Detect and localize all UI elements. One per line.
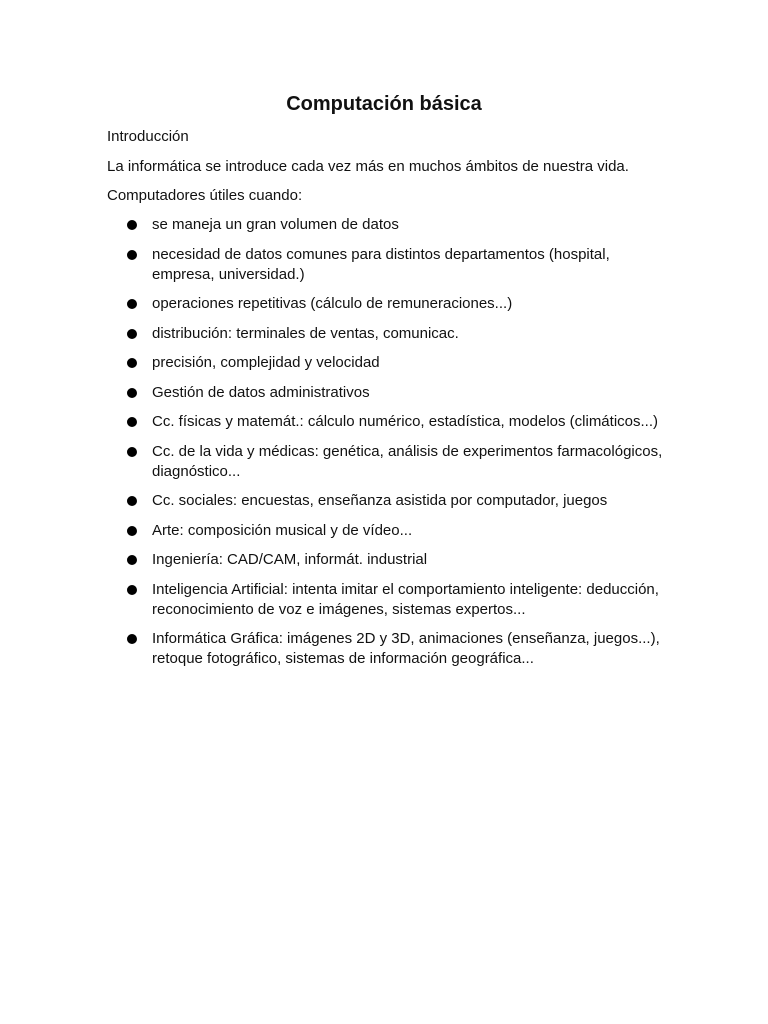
list-item — [0, 245, 768, 285]
list-item-text: operaciones repetitivas (cálculo de remuneraciones...) — [152, 295, 513, 312]
bullet-icon — [127, 358, 137, 368]
bullet-icon — [127, 634, 137, 644]
bullet-icon — [127, 496, 137, 506]
list-item-text: precisión, complejidad y velocidad — [152, 354, 380, 371]
list-item — [0, 215, 768, 235]
bullet-list — [0, 215, 768, 679]
list-item-text: distribución: terminales de ventas, comunicac. — [152, 324, 459, 342]
bullet-icon — [127, 388, 137, 398]
list-item — [0, 294, 768, 314]
list-item — [0, 521, 768, 541]
section-heading-introduction: Introducción — [107, 128, 189, 145]
bullet-icon — [127, 447, 137, 457]
list-item — [0, 442, 768, 482]
list-item-text: Ingeniería: CAD/CAM, informát. industrial — [152, 551, 428, 568]
intro-paragraph: La informática se introduce cada vez más en muchos ámbitos de nuestra vida. — [107, 158, 629, 175]
list-item — [0, 491, 768, 511]
list-item — [0, 629, 768, 669]
list-item-text: se maneja un gran volumen de datos — [152, 216, 399, 233]
list-item — [0, 412, 768, 432]
list-item-text: Cc. de la vida y médicas: genética, análisis de experimentos farmacológicos, diagnóstico... — [152, 442, 663, 480]
bullet-icon — [127, 329, 137, 339]
list-item-text: necesidad de datos comunes para distintos departamentos (hospital, empresa, universidad.) — [152, 245, 610, 283]
list-item — [0, 383, 768, 403]
list-lead-in: Computadores útiles cuando: — [107, 187, 303, 204]
bullet-icon — [127, 299, 137, 309]
list-item-text: Gestión de datos administrativos — [152, 383, 370, 401]
list-item — [0, 353, 768, 373]
bullet-icon — [127, 417, 137, 427]
list-item-text: Inteligencia Artificial: intenta imitar el comportamiento inteligente: deducción, reconocimiento de voz e imágenes, sistemas expertos... — [152, 580, 659, 618]
bullet-icon — [127, 585, 137, 595]
bullet-icon — [127, 526, 137, 536]
list-item — [0, 580, 768, 620]
bullet-icon — [127, 250, 137, 260]
list-item — [0, 550, 768, 570]
bullet-icon — [127, 220, 137, 230]
list-item-text: Arte: composición musical y de vídeo... — [152, 521, 413, 539]
list-item-text: Cc. físicas y matemát.: cálculo numérico, estadística, modelos (climáticos...) — [152, 413, 658, 430]
list-item-text: Informática Gráfica: imágenes 2D y 3D, animaciones (enseñanza, juegos...), retoque fotográfico, sistemas de información geográfica... — [152, 630, 660, 667]
list-item — [0, 324, 768, 344]
bullet-icon — [127, 555, 137, 565]
page-title: Computación básica — [286, 93, 482, 115]
list-item-text: Cc. sociales: encuestas, enseñanza asistida por computador, juegos — [152, 492, 608, 509]
